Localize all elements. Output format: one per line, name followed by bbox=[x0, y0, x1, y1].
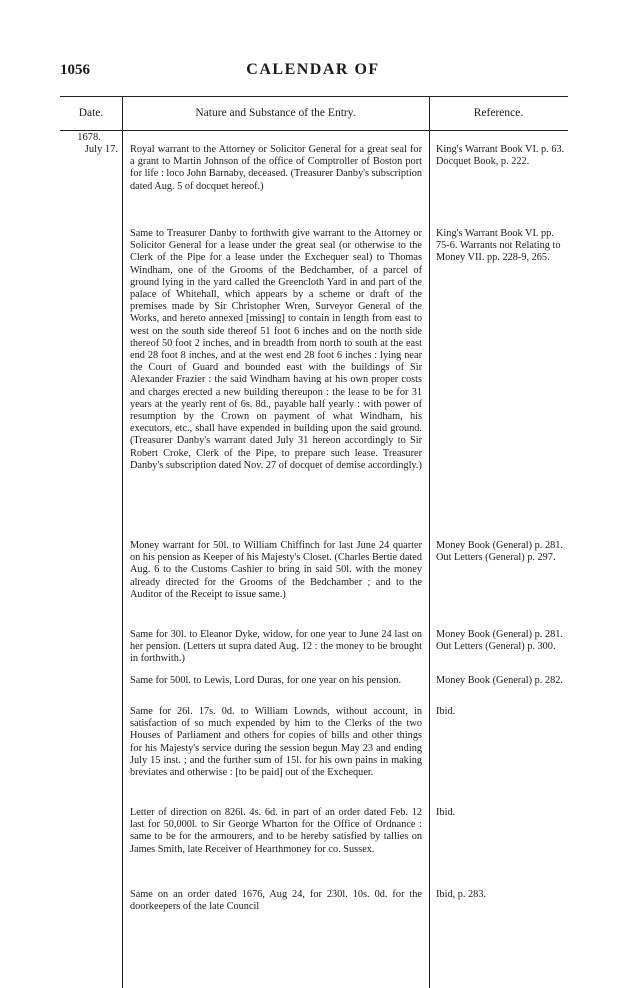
column-header-date: Date. bbox=[78, 107, 104, 119]
column-header-nature: Nature and Substance of the Entry. bbox=[195, 107, 356, 119]
entry-text: Letter of direction on 826l. 4s. 6d. in part of an order dated Feb. 12 last for 50,000l. to Sir George Wharton for the Office of Ordnance : same to be for the armourers, and to be hereby satisfied by tallies on James Smith, late Receiver of Hearthmoney for co. Sussex. bbox=[130, 807, 422, 855]
entry-day: July 17. bbox=[84, 143, 118, 155]
entry-reference: Ibid. bbox=[436, 706, 456, 717]
entry-reference: Money Book (General) p. 281. Out Letters (General) p. 297. bbox=[436, 540, 563, 564]
calendar-table bbox=[60, 96, 568, 988]
entry-text: Same for 30l. to Eleanor Dyke, widow, for one year to June 24 last on her pension. (Letters ut supra dated Aug. 12 : the money to be brought in forthwith.) bbox=[130, 629, 422, 665]
entry-year: 1678. bbox=[77, 132, 101, 143]
entry-text: Same on an order dated 1676, Aug 24, for 230l. 10s. 0d. for the doorkeepers of the late Council bbox=[130, 889, 422, 913]
entry-text: Same to Treasurer Danby to forthwith give warrant to the Attorney or Solicitor General for a lease under the great seal (or otherwise to the Clerk of the Pipe for a lease under the Exchequer seal) to Thomas Windham, one of the Grooms of the Bedchamber, of a parcel of ground lying in the yard called the Greencloth Yard in and part of the palace of Whitehall, which appears by a scheme or draft of the premises made by Sir Christopher Wren, Surveyor General of the Works, and hereto annexed [missing] to contain in length from east to west on the south side thereof 51 foot 6 inches and on the north side thereof 50 foot 2 inches, and in breadth from north to south at the east end 28 foot 8 inches, and at the west end 28 foot 6 inches : lying near the Court of Guard and bounded east with the buildings of Sir Alexander Frazier : the said Windham having at his own proper costs and charges erected a new building thereupon : the lease to be for 31 years at the yearly rent of 6s. 8d., payable half yearly : with power of resumption by the Crown on payment of what Windham, his executors, etc., shall have expended in building upon the said ground. (Treasurer Danby's warrant dated July 31 hereon accordingly to Sir Robert Croke, Clerk of the Pipe, to prepare such lease. Treasurer Danby's subscription dated Nov. 27 of docquet of demise accordingly.) bbox=[130, 228, 422, 471]
column-divider bbox=[429, 97, 430, 988]
entry-reference: King's Warrant Book VI. pp. 75-6. Warrants not Relating to Money VII. pp. 228-9, 265. bbox=[436, 228, 561, 264]
entry-reference: Ibid, p. 283. bbox=[436, 889, 487, 900]
entry-reference: Ibid. bbox=[436, 807, 456, 818]
entry-text: Same for 500l. to Lewis, Lord Duras, for one year on his pension. bbox=[130, 675, 402, 686]
entry-reference: King's Warrant Book VI. p. 63. Docquet Book, p. 222. bbox=[436, 144, 565, 168]
entry-text: Money warrant for 50l. to William Chiffinch for last June 24 quarter on his pension as Keeper of his Majesty's Closet. (Charles Bertie dated Aug. 6 to the Customs Cashier to bring in said 50l. with the money already directed for the Grooms of the Bedchamber ; and to the Auditor of the Receipt to issue same.) bbox=[130, 540, 422, 600]
entry-reference: Money Book (General) p. 282. bbox=[436, 675, 563, 686]
column-header-reference: Reference. bbox=[473, 107, 524, 119]
column-divider bbox=[122, 97, 123, 988]
entry-reference: Money Book (General) p. 281. Out Letters (General) p. 300. bbox=[436, 629, 563, 653]
page-number: 1056 bbox=[60, 62, 90, 78]
entry-text: Royal warrant to the Attorney or Solicitor General for a great seal for a grant to Martin Johnson of the office of Comptroller of Boston port for life : loco John Barnaby, deceased. (Treasurer Danby's subscription dated Aug. 5 of docquet hereof.) bbox=[130, 144, 422, 192]
entry-date bbox=[60, 132, 122, 155]
header-rule bbox=[60, 130, 568, 131]
entry-text: Same for 26l. 17s. 0d. to William Lownds, without account, in satisfaction of so much expended by him to the Clerks of the two Houses of Parliament and others for copies of bills and other things for his Majesty's service during the session begun May 23 and ending July 15 inst. ; and the further sum of 15l. for his own pains in making breviates and otherwise : [to be paid] out of the Exchequer. bbox=[130, 706, 422, 779]
running-head: CALENDAR OF bbox=[246, 61, 380, 78]
